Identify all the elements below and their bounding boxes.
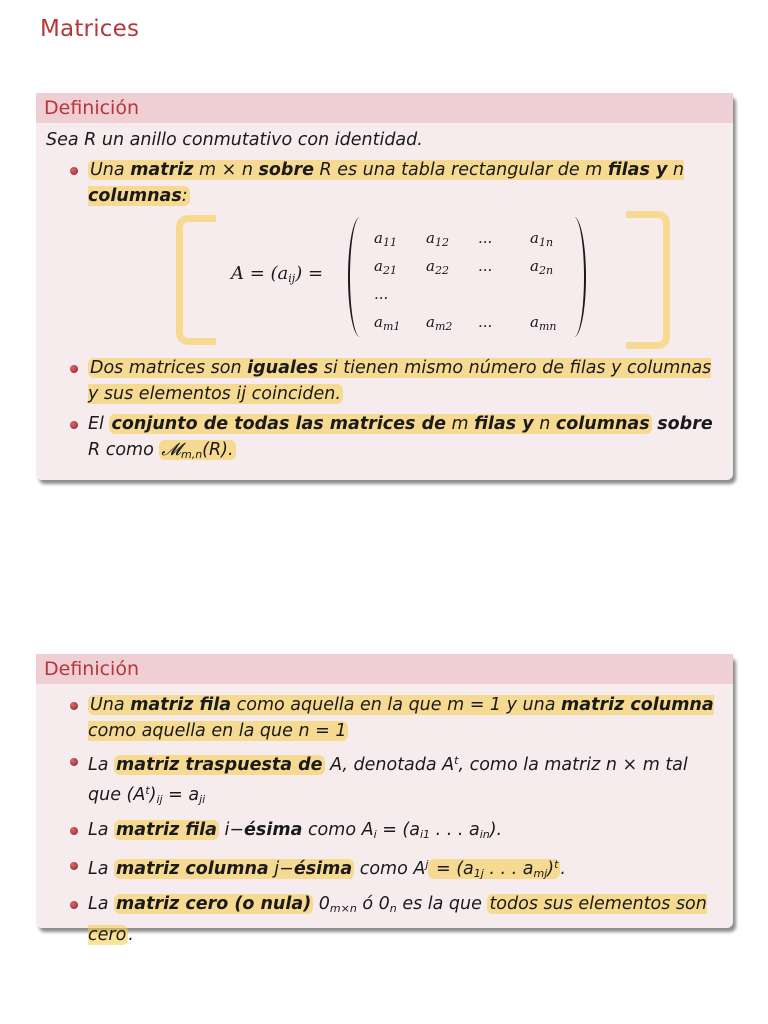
block-header: Definición — [36, 654, 733, 684]
text: 0 — [313, 894, 330, 914]
bullet-list — [46, 355, 723, 468]
bold-term: conjunto de todas las matrices de — [111, 414, 446, 434]
text: La — [88, 859, 115, 879]
left-paren — [348, 217, 366, 337]
text: . — [560, 859, 566, 879]
text: ) = — [295, 263, 324, 284]
matrix-entry: ... — [478, 257, 493, 275]
block-body — [36, 684, 733, 956]
matrix-entry: $a_{12}$ — [426, 229, 449, 249]
text: . — [128, 925, 134, 945]
matrix-display — [46, 211, 723, 351]
list-item — [46, 891, 723, 948]
subscript: 1j — [473, 867, 484, 880]
highlighted-phrase — [88, 695, 714, 741]
bold-term: columnas — [88, 186, 182, 206]
highlighted-phrase: todos sus elementos son cero — [88, 894, 707, 945]
list-item — [46, 355, 723, 407]
subscript: i1 — [419, 828, 431, 841]
text: : — [181, 186, 188, 206]
subscript: ij — [156, 793, 163, 806]
definition-block-2 — [36, 654, 733, 945]
highlighted-phrase — [114, 859, 354, 879]
bold-term: iguales — [247, 358, 319, 378]
block-header: Definición — [36, 93, 733, 123]
text: ó 0 — [356, 894, 390, 914]
text: . . . a — [483, 859, 534, 879]
bold-term: sobre — [258, 160, 314, 180]
matrix-entry: $a_{22}$ — [426, 257, 449, 277]
text: Dos matrices son — [90, 358, 248, 378]
bullet-list — [46, 692, 723, 948]
text: m × n — [193, 160, 259, 180]
bold-term: matriz fila — [116, 820, 217, 840]
frame-title: Matrices — [40, 16, 140, 42]
text: como aquella en la que n = 1 — [88, 721, 347, 741]
subscript: m×n — [329, 902, 357, 915]
text: Una — [90, 695, 131, 715]
text: ). — [489, 820, 503, 840]
text: n — [533, 414, 556, 434]
matrix-grid — [374, 225, 582, 337]
text: La — [88, 755, 115, 775]
text: i− — [218, 820, 245, 840]
bold-term: matriz — [130, 160, 194, 180]
bold-term: matriz fila — [130, 695, 232, 715]
bold-term: matriz columna — [561, 695, 714, 715]
superscript: j — [425, 858, 429, 871]
subscript: in — [479, 828, 490, 841]
subscript: mj — [533, 867, 548, 880]
text: R es una tabla rectangular de m — [313, 160, 608, 180]
matrix-entry: $a_{2n}$ — [530, 257, 554, 277]
text: A = (a — [231, 263, 289, 284]
superscript: t — [554, 858, 559, 871]
text: La — [88, 894, 115, 914]
text: = a — [162, 785, 200, 805]
matrix-entry: ... — [478, 313, 493, 331]
text: como A — [302, 820, 374, 840]
superscript: t — [454, 754, 459, 767]
text: como A — [354, 859, 426, 879]
text: (R). — [202, 440, 234, 460]
block-body — [36, 123, 733, 476]
text: = (a — [376, 820, 420, 840]
text: n — [667, 160, 685, 180]
subscript: i — [373, 828, 377, 841]
bold-term: sobre — [657, 414, 713, 434]
right-paren — [568, 217, 586, 337]
text: La — [88, 820, 115, 840]
matrix-entry: ... — [374, 285, 389, 303]
subscript: n — [389, 902, 397, 915]
definition-block-1 — [36, 93, 733, 480]
list-item — [46, 411, 723, 468]
list-item — [46, 692, 723, 744]
subscript: m,n — [180, 448, 203, 461]
text: j− — [268, 859, 294, 879]
bold-term: columnas — [555, 414, 650, 434]
text: si tienen mismo número de filas y columnas y sus elementos ij coinciden. — [88, 358, 712, 404]
highlighted-phrase — [88, 358, 711, 404]
bold-term: matriz columna — [116, 859, 269, 879]
text: ) — [149, 785, 157, 805]
highlight-bracket-left — [176, 215, 216, 345]
list-item — [46, 157, 723, 209]
text: Una — [90, 160, 131, 180]
text: es la que — [396, 894, 488, 914]
subscript: ij — [288, 272, 296, 285]
subscript: ji — [199, 793, 206, 806]
matrix-entry: $a_{m2}$ — [426, 313, 453, 333]
math-symbol: 𝓜 — [161, 440, 181, 460]
superscript: t — [145, 784, 150, 797]
matrix-entry: $a_{1n}$ — [530, 229, 554, 249]
highlighted-phrase — [88, 160, 684, 206]
bold-term: matriz cero (o nula) — [116, 894, 312, 914]
list-item — [46, 748, 723, 813]
bold-term: filas y — [607, 160, 668, 180]
matrix-entry: $a_{m1}$ — [374, 313, 401, 333]
list-item — [46, 852, 723, 887]
highlighted-phrase — [159, 440, 235, 460]
bold-term: ésima — [293, 859, 353, 879]
matrix-entry: $a_{11}$ — [374, 229, 397, 249]
text: m — [445, 414, 475, 434]
bold-term: ésima — [244, 820, 303, 840]
matrix-entry: ... — [478, 229, 493, 247]
bold-term: matriz traspuesta de — [116, 755, 323, 775]
highlighted-phrase — [109, 414, 651, 434]
matrix-entry: $a_{21}$ — [374, 257, 397, 277]
list-item — [46, 817, 723, 848]
text: ) — [547, 859, 555, 879]
highlighted-phrase — [428, 859, 560, 879]
bullet-list — [46, 157, 723, 209]
matrix-lhs — [231, 261, 323, 292]
matrix-entry — [426, 281, 478, 309]
text: . . . a — [430, 820, 480, 840]
text: El — [88, 414, 110, 434]
text: = (a — [430, 859, 474, 879]
text: como aquella en la que m = 1 y una — [231, 695, 562, 715]
matrix-entry — [478, 281, 530, 309]
text: R como — [88, 440, 160, 460]
matrix-entry: $a_{mn}$ — [530, 313, 557, 333]
text: , como la matriz n × m tal que (A — [88, 755, 688, 805]
bold-term: filas y — [474, 414, 534, 434]
text: A, denotada A — [324, 755, 455, 775]
intro-text: Sea R un anillo conmutativo con identidad. — [46, 130, 423, 150]
highlight-bracket-right — [626, 211, 670, 349]
